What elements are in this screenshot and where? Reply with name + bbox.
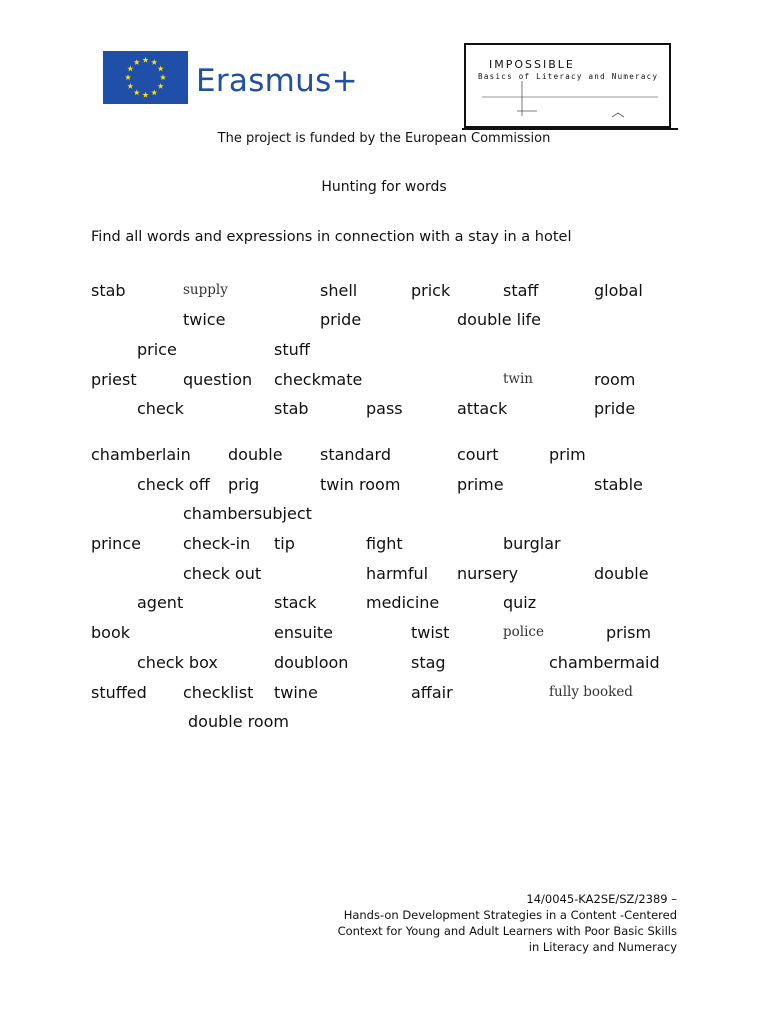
- word-item: check out: [183, 564, 262, 583]
- word-item: medicine: [366, 593, 440, 612]
- word-item: twine: [274, 683, 318, 702]
- word-item: double: [228, 445, 283, 464]
- word-item: fully booked: [549, 684, 633, 700]
- word-item: check-in: [183, 534, 251, 553]
- word-item: shell: [320, 281, 358, 300]
- footer-line: in Literacy and Numeracy: [528, 940, 677, 954]
- impossible-logo: [462, 41, 678, 133]
- word-item: fight: [366, 534, 403, 553]
- impossible-subtitle: Basics of Literacy and Numeracy: [478, 72, 659, 81]
- instruction-text: Find all words and expressions in connection with a stay in a hotel: [91, 229, 572, 245]
- word-item: stable: [594, 475, 643, 494]
- word-item: book: [91, 623, 130, 642]
- word-item: twist: [411, 623, 450, 642]
- word-item: twice: [183, 310, 226, 329]
- word-item: harmful: [366, 564, 429, 583]
- word-item: check off: [137, 475, 210, 494]
- word-item: attack: [457, 399, 508, 418]
- word-item: room: [594, 370, 636, 389]
- word-item: global: [594, 281, 643, 300]
- word-item: doubloon: [274, 653, 349, 672]
- word-item: prim: [549, 445, 586, 464]
- word-item: ensuite: [274, 623, 334, 642]
- word-item: stab: [274, 399, 309, 418]
- word-item: check: [137, 399, 184, 418]
- erasmus-brand: Erasmus+: [196, 63, 358, 99]
- word-item: question: [183, 370, 253, 389]
- word-item: chambersubject: [183, 504, 312, 523]
- word-item: double life: [457, 310, 541, 329]
- word-item: double room: [188, 712, 290, 731]
- word-item: double: [594, 564, 649, 583]
- word-item: quiz: [503, 593, 537, 612]
- word-item: pride: [594, 399, 636, 418]
- funding-statement: The project is funded by the European Commission: [217, 131, 551, 146]
- footer-line: Context for Young and Adult Learners with Poor Basic Skills: [337, 924, 677, 938]
- word-item: supply: [183, 282, 228, 298]
- word-item: pass: [366, 399, 403, 418]
- word-item: standard: [320, 445, 391, 464]
- word-item: police: [503, 624, 544, 640]
- eu-flag-logo: [103, 51, 188, 104]
- word-item: price: [137, 340, 177, 359]
- impossible-title: IMPOSSIBLE: [489, 58, 575, 71]
- word-item: agent: [137, 593, 184, 612]
- word-item: stack: [274, 593, 317, 612]
- word-item: twin room: [320, 475, 401, 494]
- word-item: checkmate: [274, 370, 363, 389]
- word-item: prince: [91, 534, 141, 553]
- project-reference: [338, 891, 677, 955]
- word-item: affair: [411, 683, 453, 702]
- footer-line: 14/0045-KA2SE/SZ/2389 –: [526, 892, 677, 906]
- word-item: twin: [503, 371, 533, 387]
- page-title: Hunting for words: [321, 179, 447, 195]
- word-item: stab: [91, 281, 126, 300]
- word-item: chamberlain: [91, 445, 191, 464]
- word-item: staff: [503, 281, 539, 300]
- word-item: prick: [411, 281, 451, 300]
- footer-line: Hands-on Development Strategies in a Content -Centered: [343, 908, 677, 922]
- word-item: check box: [137, 653, 218, 672]
- word-item: prism: [606, 623, 652, 642]
- word-item: checklist: [183, 683, 254, 702]
- word-item: priest: [91, 370, 137, 389]
- word-item: court: [457, 445, 499, 464]
- word-item: tip: [274, 534, 295, 553]
- word-item: burglar: [503, 534, 561, 553]
- word-item: chambermaid: [549, 653, 660, 672]
- word-item: prig: [228, 475, 260, 494]
- word-item: stuff: [274, 340, 310, 359]
- word-item: prime: [457, 475, 504, 494]
- word-item: pride: [320, 310, 362, 329]
- word-item: nursery: [457, 564, 519, 583]
- word-item: stuffed: [91, 683, 147, 702]
- word-item: stag: [411, 653, 446, 672]
